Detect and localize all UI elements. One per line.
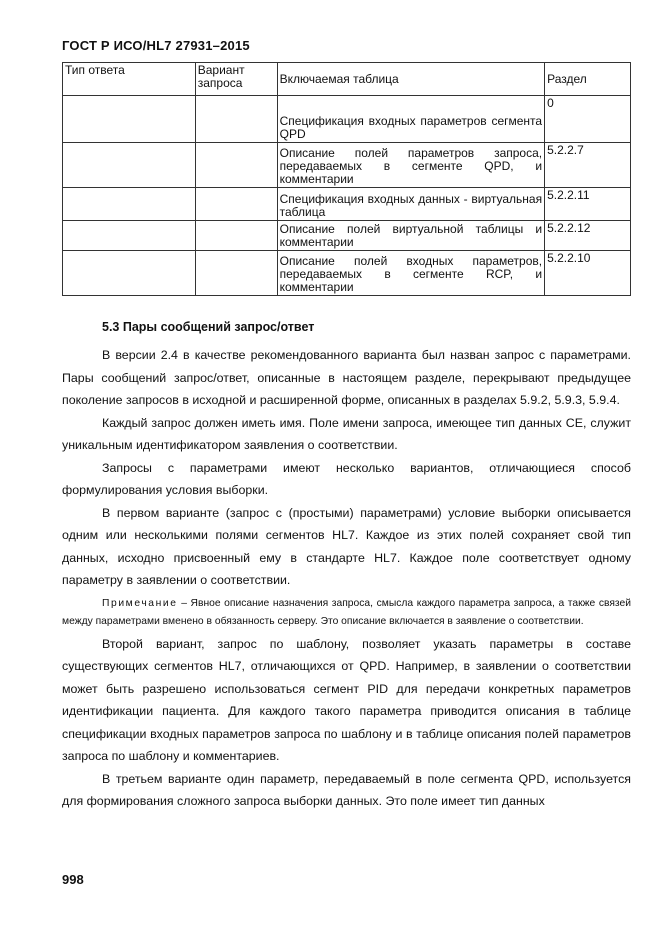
cell-query-variant <box>195 96 277 143</box>
cell-query-variant <box>195 251 277 296</box>
cell-section: 0 <box>545 96 631 143</box>
cell-response-type <box>63 221 196 251</box>
page-number: 998 <box>62 872 84 887</box>
note-label: Примечание <box>102 597 178 609</box>
cell-included-table: Описание полей параметров запроса, передаваемых в сегменте QPD, и комментарии <box>277 143 544 188</box>
cell-section: 5.2.2.7 <box>545 143 631 188</box>
table-header-row <box>63 63 631 96</box>
cell-response-type <box>63 188 196 221</box>
table-row <box>63 96 631 143</box>
cell-response-type <box>63 96 196 143</box>
paragraph: В версии 2.4 в качестве рекомендованного варианта был назван запрос с параметрами. Пары сообщений запрос/ответ, описанные в настоящем разделе, перекрывают предыдущее поколение запросов в исходной и расширенной форме, описанных в разделах 5.9.2, 5.9.3, 5.9.4. <box>62 348 631 407</box>
paragraph: Второй вариант, запрос по шаблону, позволяет указать параметры в составе существующих сегментов HL7, отличающихся от QPD. Например, в заявлении о соответствии может быть разрешено использоваться сегмент PID для передачи конкретных параметров идентификации пациента. Для каждого такого параметра приводится описания в таблице спецификации входных параметров запроса по шаблону и в таблице описания полей параметров запроса по шаблону и комментариев. <box>62 636 631 763</box>
cell-section: 5.2.2.10 <box>545 251 631 296</box>
column-header-response-type: Тип ответа <box>63 63 196 96</box>
table-row <box>63 188 631 221</box>
table-row <box>63 143 631 188</box>
cell-query-variant <box>195 221 277 251</box>
column-header-included-table: Включаемая таблица <box>277 63 544 96</box>
section-body <box>62 316 631 813</box>
cell-included-table: Описание полей входных параметров, передаваемых в сегменте RCP, и комментарии <box>277 251 544 296</box>
paragraph: В первом варианте (запрос с (простыми) параметрами) условие выборки описывается одним или несколькими полями сегментов HL7. Каждое из этих полей сохраняет свой тип данных, исходно присвоенный ему в стандарте HL7. Каждое поле соответствует одному параметру в заявлении о соответствии. <box>62 505 631 587</box>
cell-query-variant <box>195 188 277 221</box>
cell-section: 5.2.2.11 <box>545 188 631 221</box>
column-header-section: Раздел <box>545 63 631 96</box>
note-text: – Явное описание назначения запроса, смысла каждого параметра запроса, а также связей между параметрами вменено в обязанность серверу. Это описание включается в заявление о соответствии. <box>62 597 631 627</box>
cell-query-variant <box>195 143 277 188</box>
column-header-query-variant: Вариант запроса <box>195 63 277 96</box>
paragraph: В третьем варианте один параметр, передаваемый в поле сегмента QPD, используется для формирования сложного запроса выборки данных. Это поле имеет тип данных <box>62 771 631 808</box>
cell-section: 5.2.2.12 <box>545 221 631 251</box>
table-row <box>63 221 631 251</box>
cell-included-table: Спецификация входных параметров сегмента QPD <box>277 96 544 143</box>
cell-response-type <box>63 251 196 296</box>
document-header: ГОСТ Р ИСО/HL7 27931–2015 <box>62 38 250 53</box>
table-row <box>63 251 631 296</box>
cell-response-type <box>63 143 196 188</box>
cell-included-table: Описание полей виртуальной таблицы и комментарии <box>277 221 544 251</box>
section-heading: 5.3 Пары сообщений запрос/ответ <box>102 320 315 334</box>
note <box>62 595 631 631</box>
paragraph: Каждый запрос должен иметь имя. Поле имени запроса, имеющее тип данных CE, служит уникальным идентификатором заявления о соответствии. <box>62 415 631 452</box>
queries-table <box>62 62 631 296</box>
paragraph: Запросы с параметрами имеют несколько вариантов, отличающиеся способ формулирования условия выборки. <box>62 460 631 497</box>
cell-included-table: Спецификация входных данных - виртуальная таблица <box>277 188 544 221</box>
